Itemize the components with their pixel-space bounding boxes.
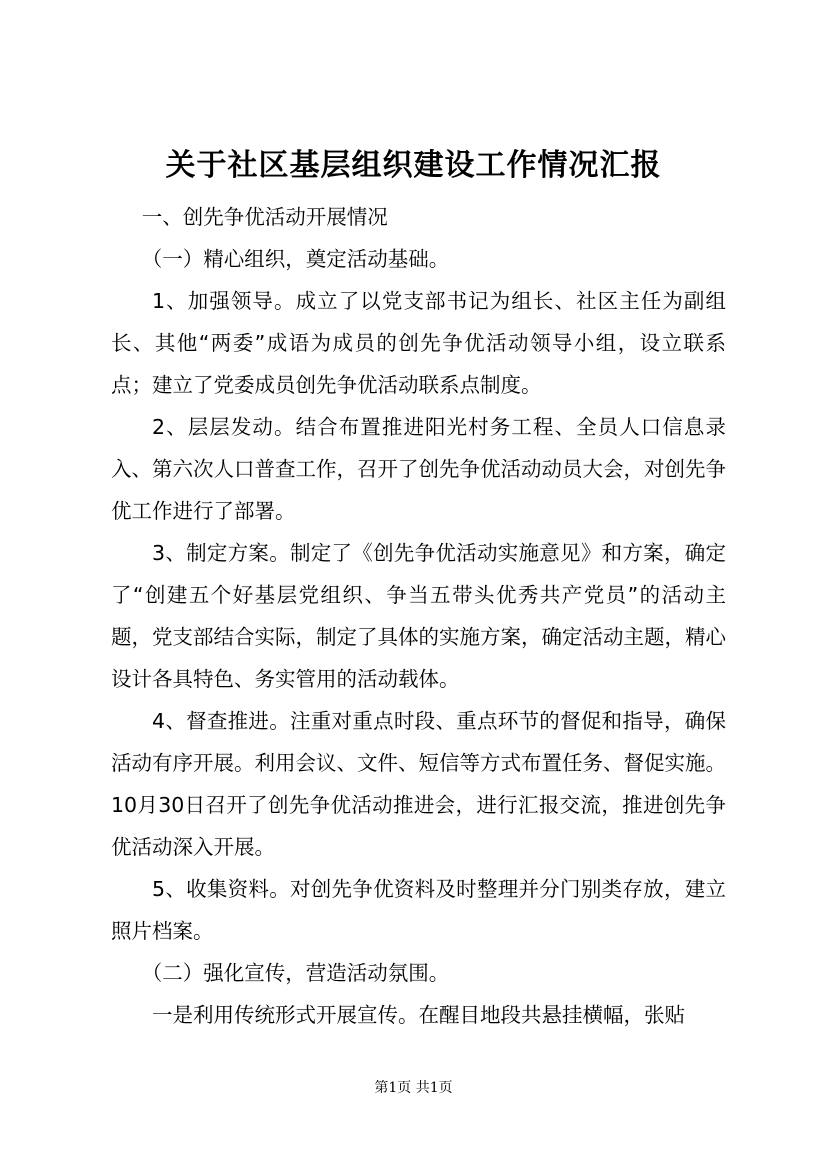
paragraph-6: 一是利用传统形式开展宣传。在醒目地段共悬挂横幅，张贴 (152, 1003, 685, 1027)
paragraph-1: 1、加强领导。成立了以党支部书记为组长、社区主任为副组长、其他“两委”成语为成员的创先争优活动领导小组，设立联系点；建立了党委成员创先争优活动联系点制度。 (111, 289, 726, 397)
paragraph-3: 3、制定方案。制定了《创先争优活动实施意见》和方案，确定了“创建五个好基层党组织、争当五带头优秀共产党员”的活动主题，党支部结合实际，制定了具体的实施方案，确定活动主题，精心设计各具特色、务实管用的活动载体。 (111, 541, 726, 691)
paragraph-4: 4、督查推进。注重对重点时段、重点环节的督促和指导，确保活动有序开展。利用会议、文件、短信等方式布置任务、督促实施。10月30日召开了创先争优活动推进会，进行汇报交流，推进创先争优活动深入开展。 (111, 709, 726, 859)
page-footer: 第1页 共1页 (374, 1080, 453, 1096)
section-heading: 一、创先争优活动开展情况 (141, 205, 388, 229)
paragraph-5: 5、收集资料。对创先争优资料及时整理并分门别类存放，建立照片档案。 (111, 877, 726, 943)
subsection-heading-2: （二）强化宣传，营造活动氛围。 (141, 961, 450, 985)
document-title: 关于社区基层组织建设工作情况汇报 (165, 148, 662, 183)
paragraph-2: 2、层层发动。结合布置推进阳光村务工程、全员人口信息录入、第六次人口普查工作，召开了创先争优活动动员大会，对创先争优工作进行了部署。 (111, 415, 726, 523)
document-body (111, 196, 726, 1036)
subsection-heading: （一）精心组织，奠定活动基础。 (141, 247, 450, 271)
